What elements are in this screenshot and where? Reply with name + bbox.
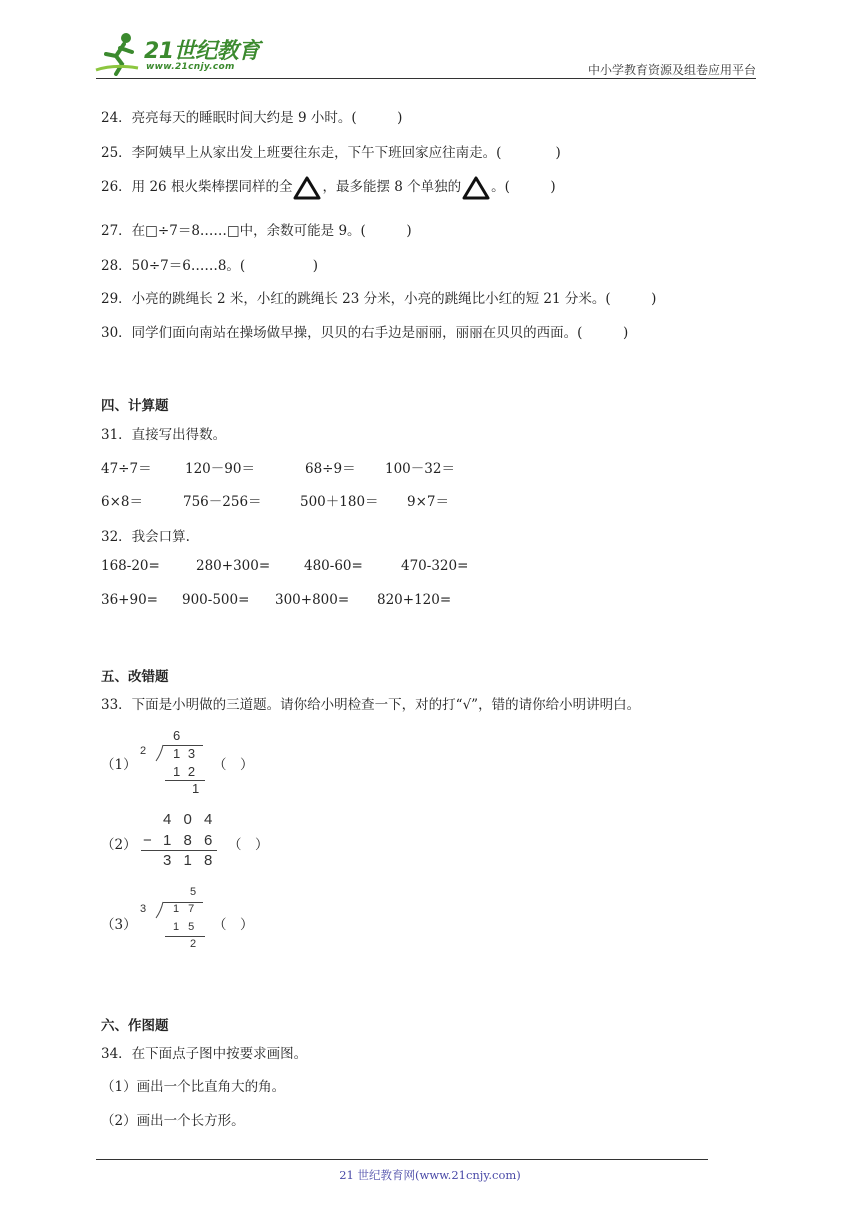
logo-url: www.21cnjy.com (146, 62, 235, 72)
item-2-label: （2） (101, 837, 137, 853)
calc-item: 756－256＝ (183, 494, 262, 510)
dividend: 1 3 (173, 746, 198, 761)
question-27: 27．在□÷7＝8……□中，余数可能是 9。( ) (101, 223, 412, 239)
quotient: 6 (173, 728, 181, 743)
dividend: 1 7 (173, 903, 198, 915)
question-24: 24．亮亮每天的睡眠时间大约是 9 小时。( ) (101, 110, 403, 126)
remainder: 1 (192, 781, 200, 796)
calc-item: 36+90= (101, 592, 158, 608)
quotient: 5 (190, 886, 197, 898)
answer-blank[interactable]: （ ） (228, 837, 269, 853)
calc-item: 900-500= (182, 592, 250, 608)
question-30: 30．同学们面向南站在操场做早操，贝贝的右手边是丽丽，丽丽在贝贝的西面。( ) (101, 325, 629, 341)
divisor: 2 (140, 745, 147, 757)
calc-item: 6×8＝ (101, 494, 143, 510)
calc-item: 480-60= (304, 558, 363, 574)
question-33: 33．下面是小明做的三道题。请你给小明检查一下，对的打“√”，错的请你给小明讲明白。 (101, 697, 641, 713)
minus-sign: − (143, 832, 152, 849)
question-29: 29．小亮的跳绳长 2 米，小红的跳绳长 23 分米，小亮的跳绳比小红的短 21 分米。( ) (101, 291, 657, 307)
section-6-title: 六、作图题 (101, 1018, 169, 1034)
item-3-label: （3） (101, 917, 137, 933)
runner-icon (94, 30, 146, 76)
calc-item: 47÷7＝ (101, 461, 152, 477)
answer-blank[interactable]: （ ） (213, 757, 254, 773)
product: 1 5 (173, 921, 198, 933)
question-25: 25．李阿姨早上从家出发上班要往东走，下午下班回家应往南走。( ) (101, 145, 561, 161)
triangle-icon (292, 175, 322, 201)
minuend: 4 0 4 (163, 811, 217, 828)
section-5-title: 五、改错题 (101, 669, 169, 685)
footer-divider (96, 1159, 708, 1160)
calc-item: 100－32＝ (385, 461, 455, 477)
division-bracket-curve (155, 901, 165, 919)
calc-item: 820+120= (377, 592, 452, 608)
footer-text: 21 世纪教育网(www.21cnjy.com) (339, 1168, 521, 1182)
question-32: 32．我会口算. (101, 529, 190, 545)
divisor: 3 (140, 903, 147, 915)
calc-item: 168-20= (101, 558, 160, 574)
question-34-sub-1: （1）画出一个比直角大的角。 (101, 1079, 286, 1095)
calc-item: 470-320= (401, 558, 469, 574)
question-26-part-a: 26．用 26 根火柴棒摆同样的全 (101, 179, 293, 195)
division-bracket-curve (155, 744, 165, 762)
item-1-label: （1） (101, 757, 137, 773)
logo (94, 30, 264, 76)
question-26-part-b: ，最多能摆 8 个单独的 (322, 179, 462, 195)
question-28: 28．50÷7＝6……8。( ) (101, 258, 318, 274)
subtraction-line (165, 936, 205, 937)
question-26 (101, 174, 556, 201)
section-4-title: 四、计算题 (101, 398, 169, 414)
result-line (141, 850, 217, 851)
answer-blank[interactable]: （ ） (213, 917, 254, 933)
question-34: 34．在下面点子图中按要求画图。 (101, 1046, 308, 1062)
calc-item: 120－90＝ (185, 461, 255, 477)
logo-text: 21世纪教育 (144, 39, 260, 64)
subtrahend: 1 8 6 (163, 832, 217, 849)
calc-item: 500＋180＝ (300, 494, 379, 510)
question-34-sub-2: （2）画出一个长方形。 (101, 1113, 245, 1129)
question-31: 31．直接写出得数。 (101, 427, 227, 443)
calc-item: 9×7＝ (407, 494, 449, 510)
calc-item: 300+800= (275, 592, 350, 608)
header-divider (96, 78, 756, 79)
question-26-part-c: 。( ) (491, 179, 556, 195)
product: 1 2 (173, 764, 198, 779)
difference: 3 1 8 (163, 852, 217, 869)
calc-item: 68÷9＝ (305, 461, 356, 477)
triangle-icon (461, 175, 491, 201)
calc-item: 280+300= (196, 558, 271, 574)
header-platform-text: 中小学教育资源及组卷应用平台 (587, 63, 756, 77)
remainder: 2 (190, 938, 197, 950)
